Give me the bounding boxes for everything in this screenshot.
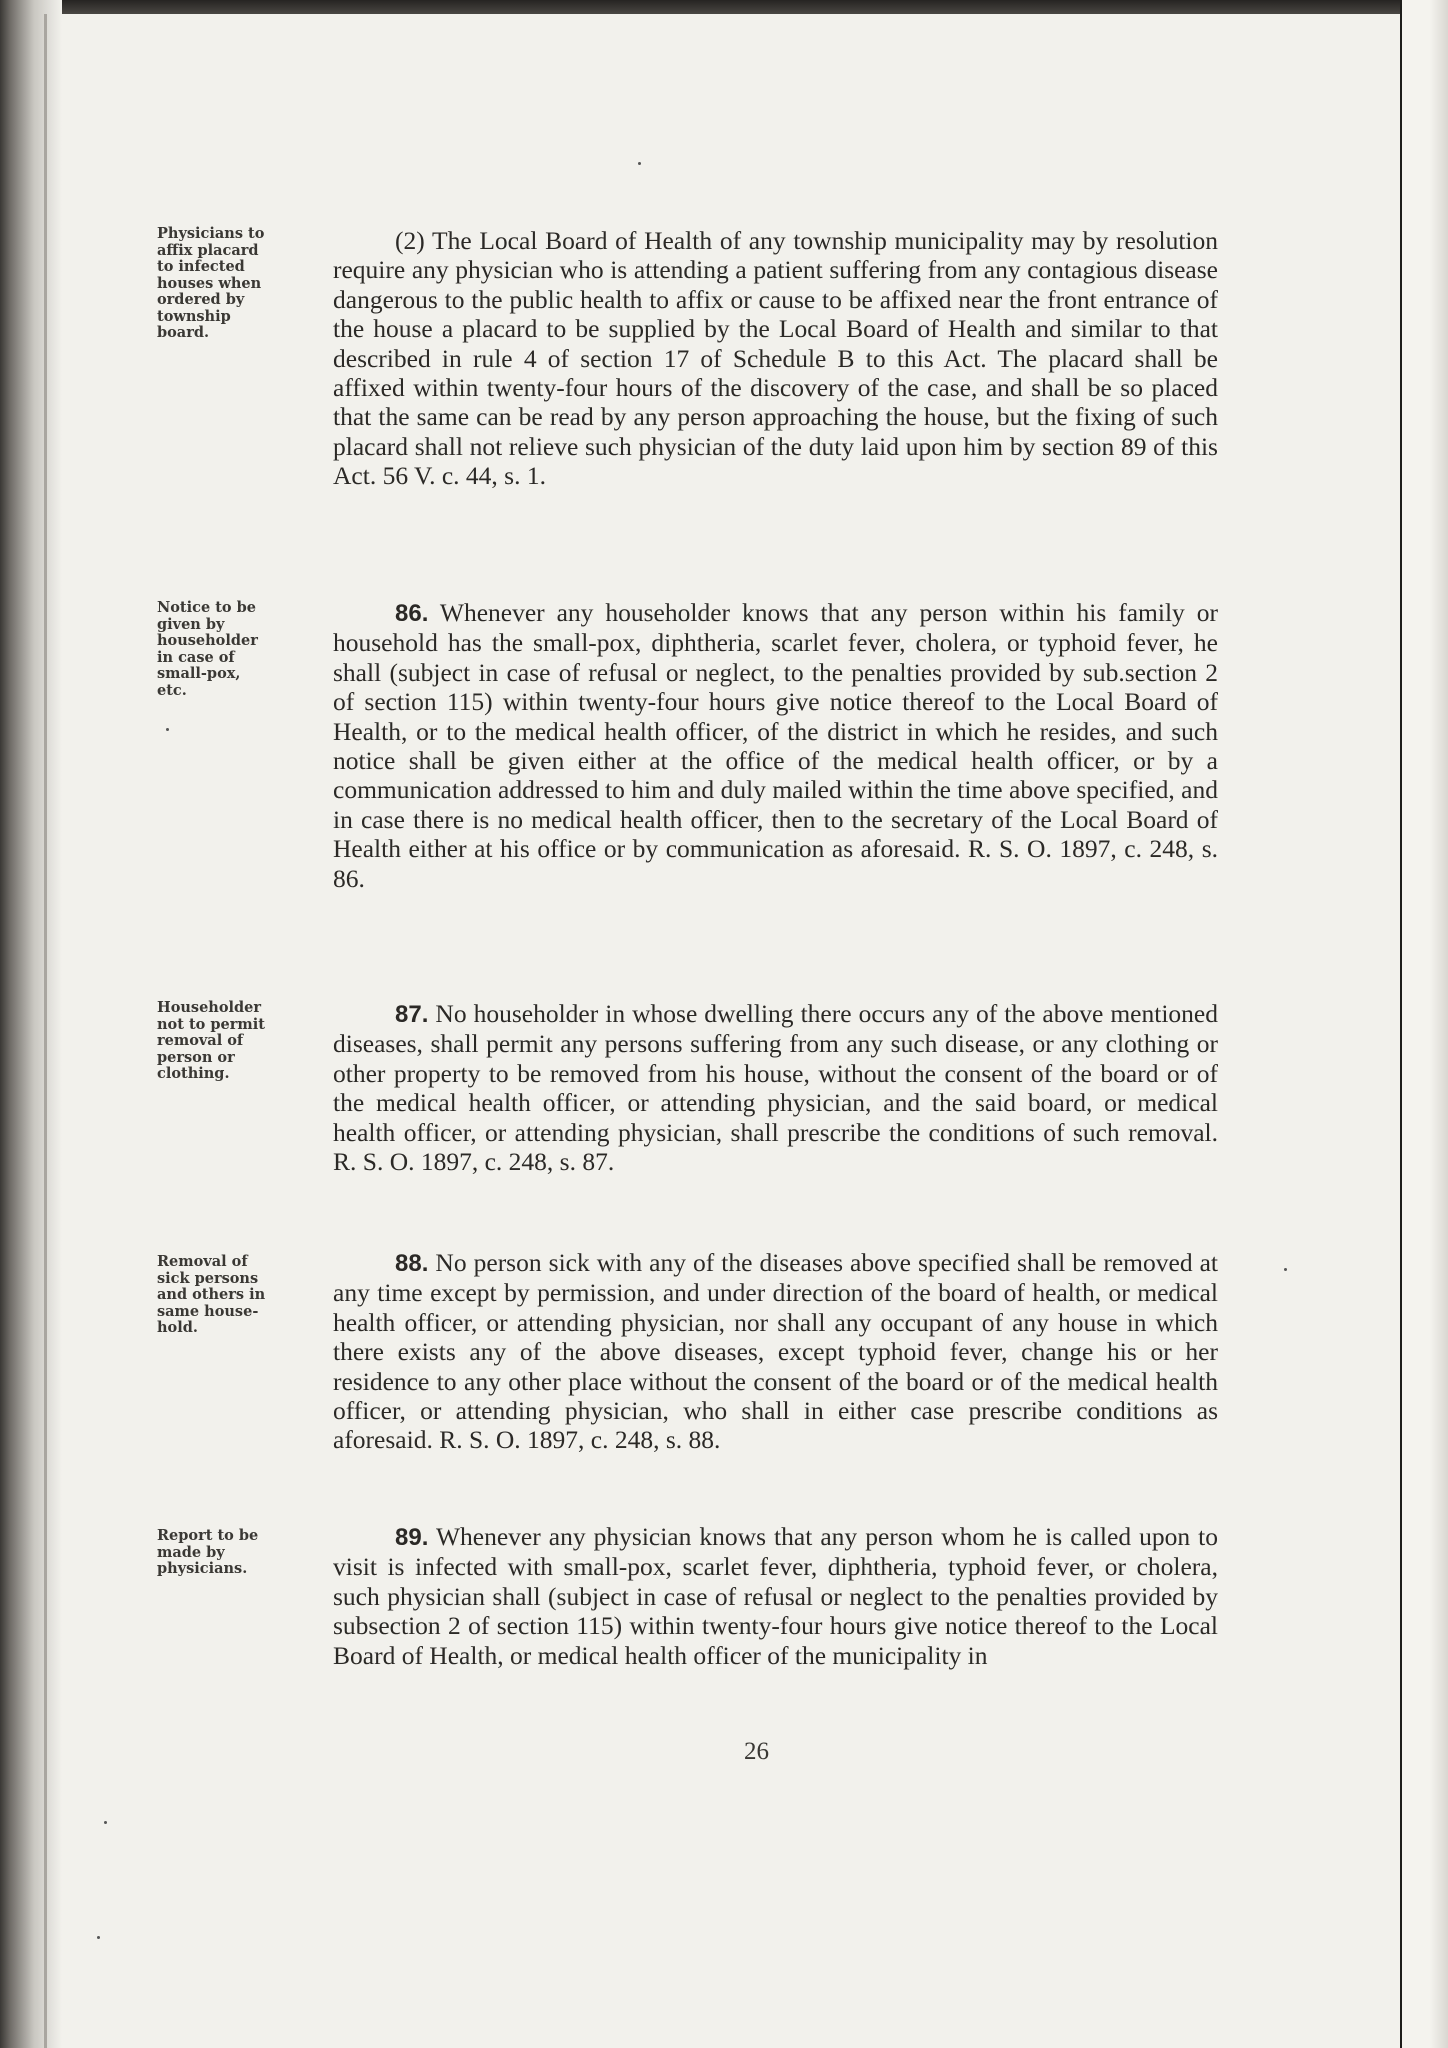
section-88-text: No person sick with any of the diseases above specified shall be removed at any time except by permission, and under direction of the board of health, or medical health officer, or attending physician, nor shall any occupant of any house in which there exists any of the above diseases, except typhoid fever, change his or her residence to any other place without the consent of the board or of the medical health officer, or attending physician, who shall in either case prescribe conditions as aforesaid. R. S. O. 1897, c. 248, s. 88.: [333, 1248, 1219, 1455]
scan-speck: [104, 1821, 107, 1824]
sidenote-notice-householder: Notice to be given by householder in case of small-pox, etc.: [157, 599, 258, 699]
section-89-paragraph: [333, 1522, 1218, 1670]
section-88-number: 88.: [395, 1250, 429, 1277]
section-86-paragraph: [333, 598, 1218, 893]
section-89-number: 89.: [395, 1524, 429, 1551]
scan-speck: [166, 728, 169, 731]
section-86-number: 86.: [395, 600, 429, 627]
sidenote-removal-sick-persons: Removal of sick persons and others in same house- hold.: [157, 1253, 266, 1336]
section-89-text: Whenever any physician knows that any person whom he is called upon to visit is infected with small-pox, scarlet fever, diphtheria, typhoid fever, or cholera, such physician shall (subject in case of refusal or neglect to the penalties provided by subsection 2 of section 115) within twenty-four hours give notice thereof to the Local Board of Health, or medical health officer of the municipality in: [333, 1522, 1218, 1670]
section-87-paragraph: [333, 999, 1218, 1176]
scan-speck: [97, 1936, 100, 1939]
book-binding: [0, 0, 62, 2048]
section-87-text: No householder in whose dwelling there occurs any of the above mentioned diseases, shall permit any persons suffering from any such disease, or any clothing or other property to be removed from his house, without the consent of the board or of the medical health officer, or attending physician, and the said board, or medical health officer, or attending physician, shall prescribe the conditions of such removal. R. S. O. 1897, c. 248, s. 87.: [333, 999, 1218, 1177]
section-87-number: 87.: [395, 1001, 429, 1028]
section-86-text: Whenever any householder knows that any person within his family or household has the small-pox, diphtheria, scarlet fever, cholera, or typhoid fever, he shall (subject in case of refusal or neglect, to the penalties provided by sub.section 2 of section 115) within twenty-four hours give notice thereof to the Local Board of Health, or to the medical health officer, of the district in which he resides, and such notice shall be given either at the office of the medical health officer, or by a communication addressed to him and duly mailed within the time above specified, and in case there is no medical health officer, then to the secretary of the Local Board of Health either at his office or by communication as aforesaid. R. S. O. 1897, c. 248, s. 86.: [333, 598, 1218, 893]
scan-speck: [638, 162, 641, 165]
page-number: 26: [744, 1738, 769, 1765]
sidenote-householder-removal: Householder not to permit removal of person or clothing.: [157, 999, 265, 1082]
sidenote-report-physicians: Report to be made by physicians.: [157, 1527, 259, 1577]
section-88-paragraph: [333, 1248, 1218, 1455]
scan-speck: [1284, 1268, 1287, 1271]
section-2-paragraph: [333, 226, 1218, 491]
facing-page-shadow: [1430, 0, 1448, 2048]
binding-line: [44, 14, 47, 2048]
scanner-top-edge: [0, 0, 1448, 14]
section-2-text: (2) The Local Board of Health of any township municipality may by resolution require any physician who is attending a patient suffering from any contagious disease dangerous to the public health to affix or cause to be affixed near the front entrance of the house a placard to be supplied by the Local Board of Health and similar to that described in rule 4 of section 17 of Schedule B to this Act. The placard shall be affixed within twenty-four hours of the discovery of the case, and shall be so placed that the same can be read by any person approaching the house, but the fixing of such placard shall not relieve such physician of the duty laid upon him by section 89 of this Act. 56 V. c. 44, s. 1.: [333, 226, 1218, 491]
sidenote-physicians-placard: Physicians to affix placard to infected houses when ordered by township board.: [157, 225, 265, 341]
